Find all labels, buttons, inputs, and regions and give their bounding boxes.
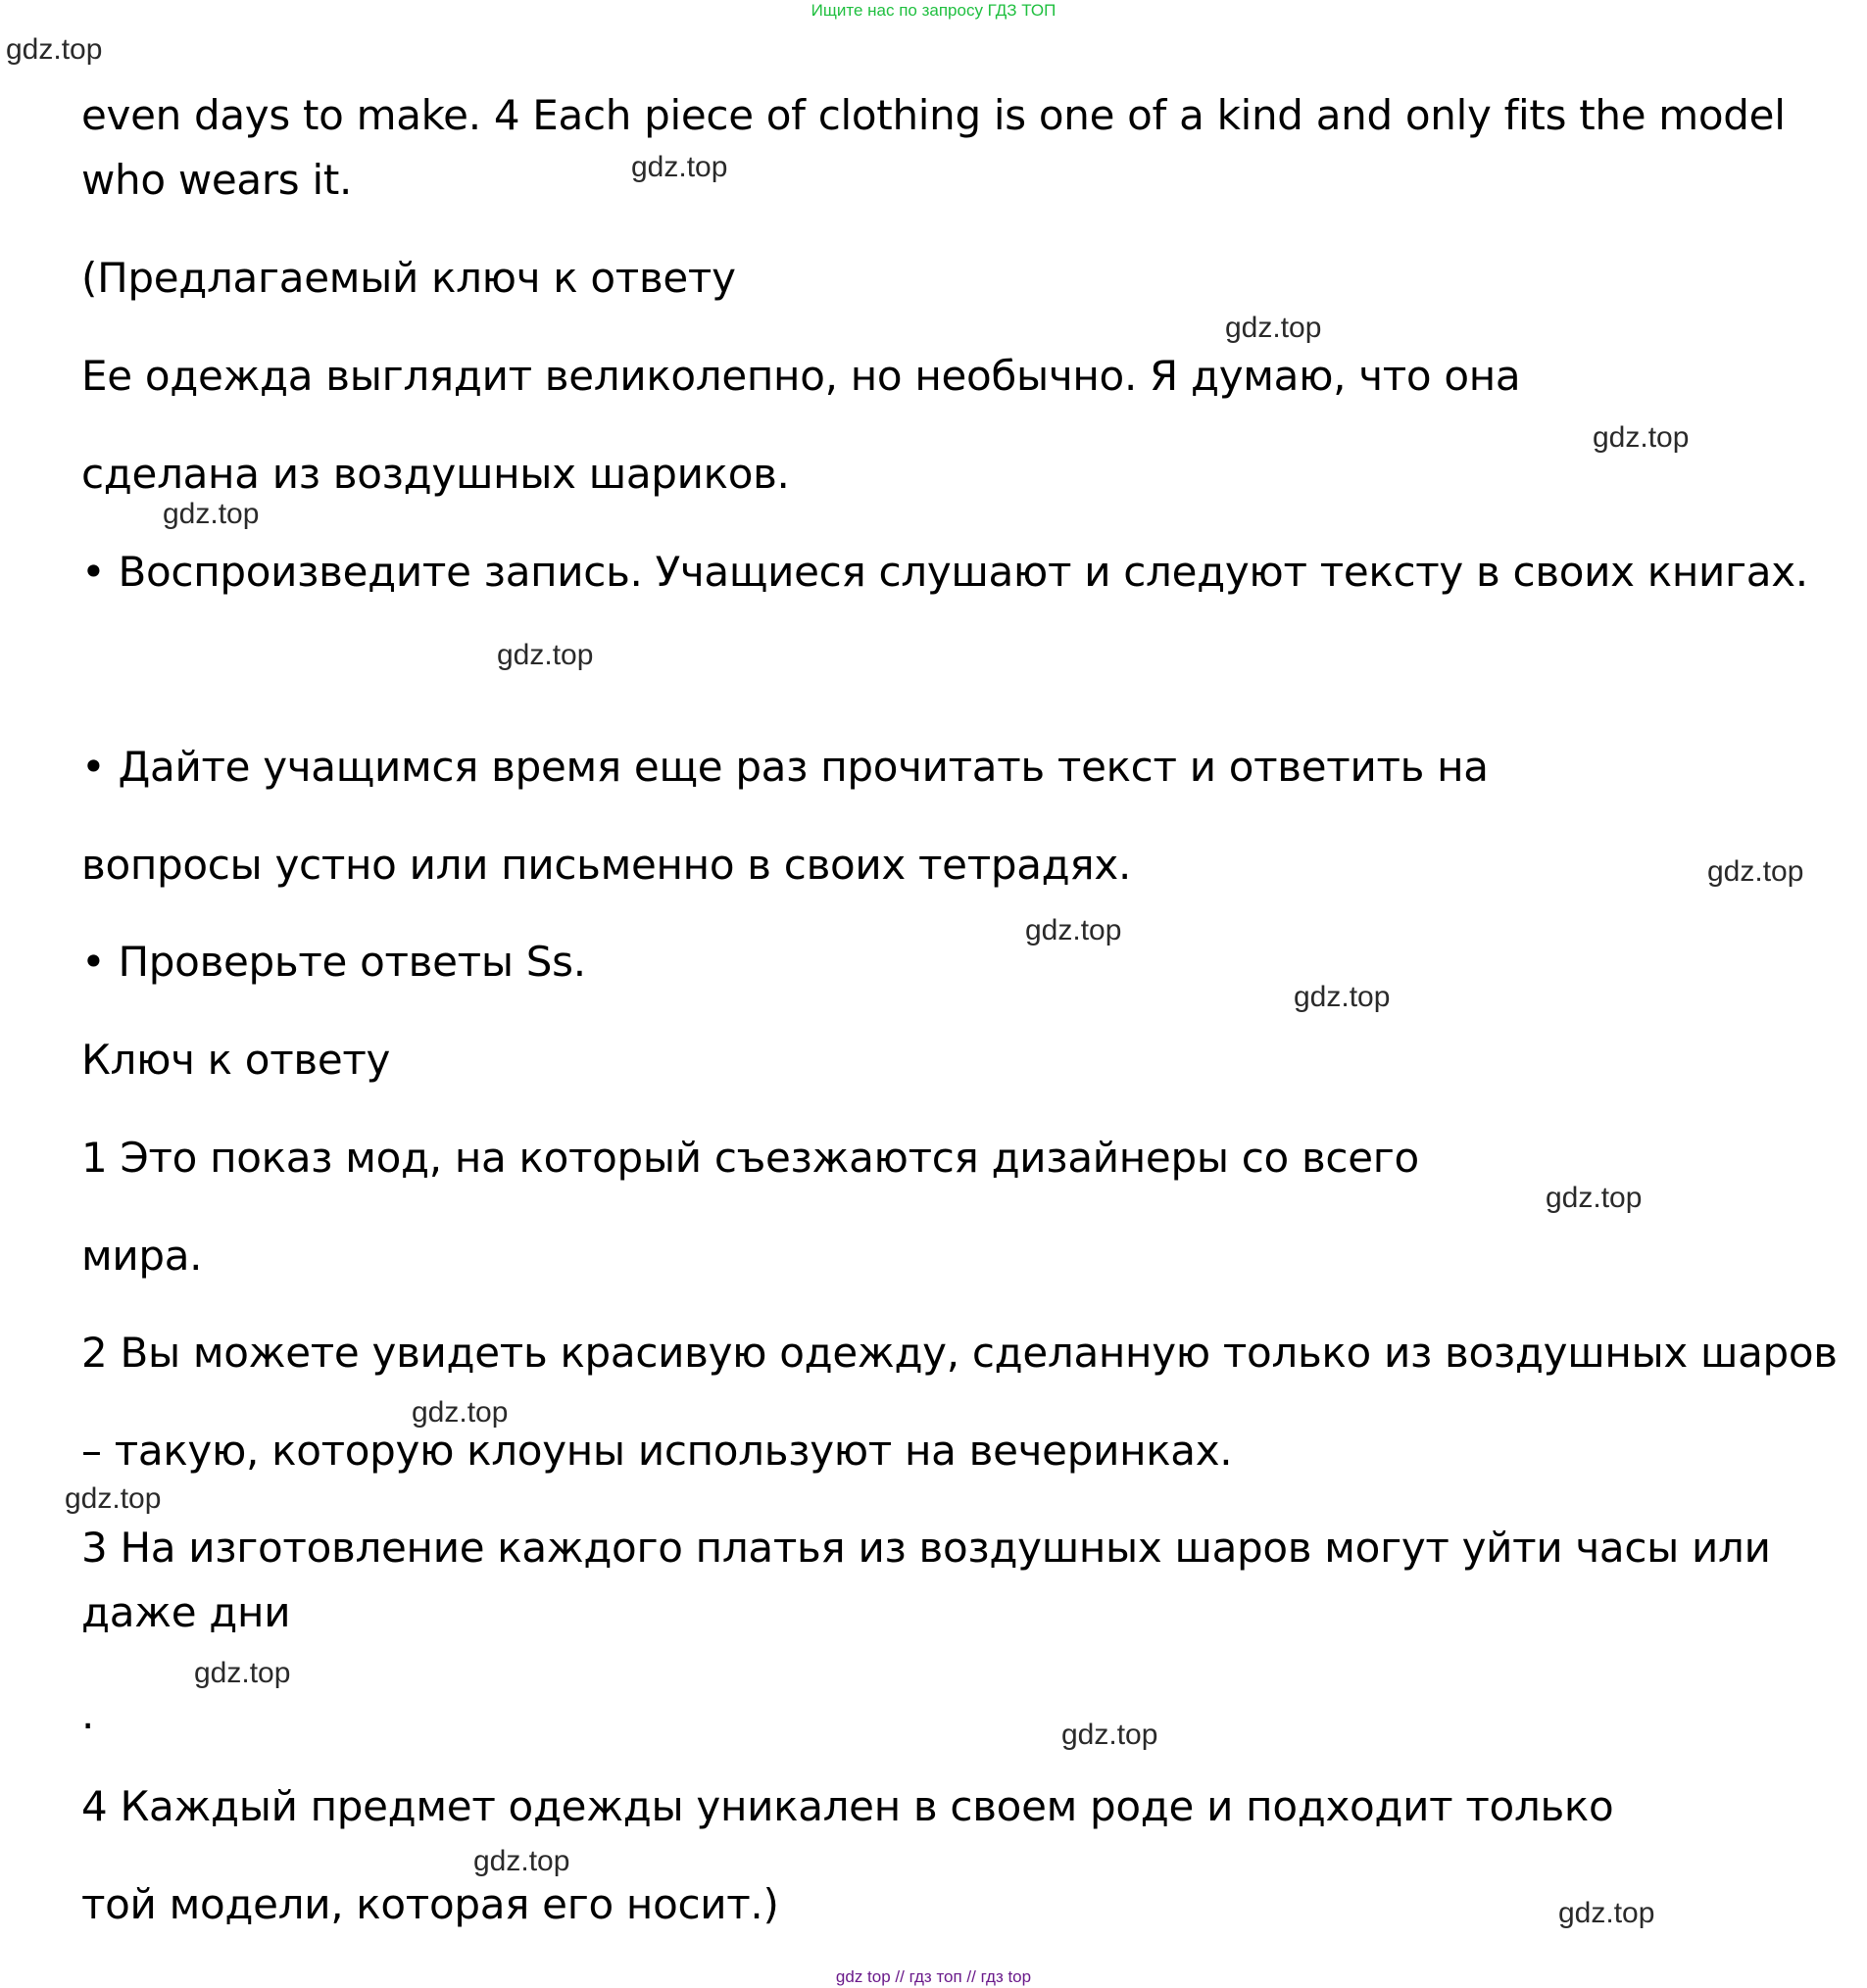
watermark: gdz.top (412, 1396, 509, 1429)
text-line: 1 Это показ мод, на который съезжаются дизайнеры со всего (81, 1134, 1419, 1182)
text-line: • Проверьте ответы Ss. (81, 938, 586, 986)
text-line: • Воспроизведите запись. Учащиеся слушают и следуют тексту в своих книгах. (81, 548, 1808, 596)
watermark: gdz.top (163, 498, 260, 530)
watermark: gdz.top (1558, 1897, 1655, 1929)
text-line: – такую, которую клоуны используют на вечеринках. (81, 1427, 1233, 1475)
top-banner: Ищите нас по запросу ГДЗ ТОП (811, 1, 1056, 20)
watermark: gdz.top (631, 151, 728, 183)
text-line: even days to make. 4 Each piece of clothing is one of a kind and only fits the model (81, 91, 1786, 139)
watermark: gdz.top (194, 1657, 291, 1689)
text-line: сделана из воздушных шариков. (81, 450, 790, 498)
watermark: gdz.top (1294, 981, 1391, 1013)
watermark: gdz.top (1546, 1182, 1643, 1214)
text-line: 2 Вы можете увидеть красивую одежду, сделанную только из воздушных шаров (81, 1329, 1838, 1377)
watermark: gdz.top (497, 639, 594, 671)
text-line: даже дни (81, 1588, 291, 1636)
watermark: gdz.top (1061, 1719, 1158, 1751)
watermark: gdz.top (1707, 855, 1804, 888)
text-line: (Предлагаемый ключ к ответу (81, 254, 736, 302)
watermark: gdz.top (1593, 421, 1690, 454)
text-line: вопросы устно или письменно в своих тетрадях. (81, 841, 1131, 889)
watermark: gdz.top (6, 33, 103, 66)
watermark: gdz.top (65, 1482, 162, 1515)
text-line: мира. (81, 1232, 203, 1280)
text-line: 3 На изготовление каждого платья из воздушных шаров могут уйти часы или (81, 1524, 1771, 1572)
text-line: 4 Каждый предмет одежды уникален в своем роде и подходит только (81, 1782, 1614, 1830)
text-line: . (81, 1690, 95, 1738)
watermark: gdz.top (1025, 914, 1122, 946)
text-line: • Дайте учащимся время еще раз прочитать текст и ответить на (81, 743, 1489, 791)
text-line: той модели, которая его носит.) (81, 1880, 779, 1928)
text-line: Ее одежда выглядит великолепно, но необычно. Я думаю, что она (81, 352, 1521, 400)
watermark: gdz.top (1225, 312, 1322, 344)
text-line: Ключ к ответу (81, 1036, 391, 1084)
text-line: who wears it. (81, 156, 353, 204)
watermark: gdz.top (473, 1845, 570, 1877)
footer: gdz top // гдз топ // гдз top (835, 1967, 1032, 1986)
